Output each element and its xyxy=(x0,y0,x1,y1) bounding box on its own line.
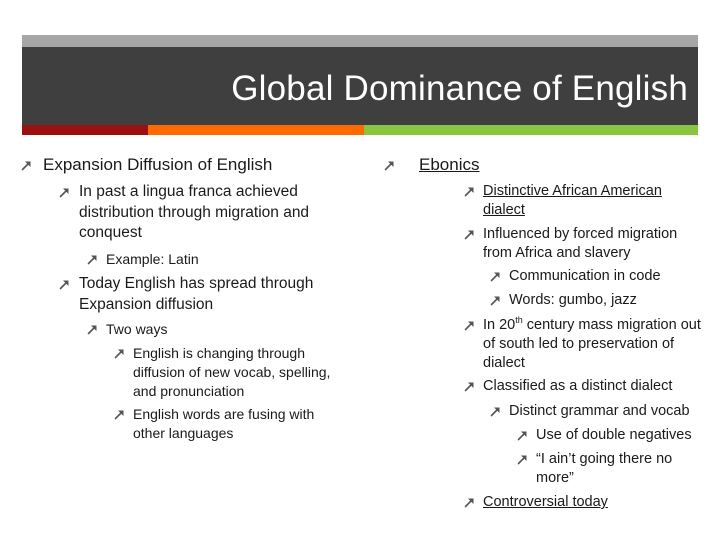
bullet-lingua-franca xyxy=(58,182,318,246)
bullet-words xyxy=(489,291,709,311)
bullet-influenced xyxy=(463,225,713,265)
bullet-text-link[interactable]: Controversial today xyxy=(483,494,608,510)
bullet-text: Expansion Diffusion of English xyxy=(43,155,273,174)
text-part: century mass migration out of south led to preservation of dialect xyxy=(483,317,701,371)
arrow-up-right-icon xyxy=(58,278,71,291)
arrow-up-right-icon xyxy=(463,319,476,332)
arrow-up-right-icon xyxy=(489,405,502,418)
arrow-up-right-icon xyxy=(516,429,529,442)
arrow-up-right-icon xyxy=(86,323,99,336)
bullet-ebonics xyxy=(383,155,533,177)
arrow-up-right-icon xyxy=(113,347,126,360)
bullet-text: Today English has spread through Expansion diffusion xyxy=(79,275,314,313)
slide-title: Global Dominance of English xyxy=(231,69,688,108)
bullet-expansion-diffusion xyxy=(20,155,320,177)
bullet-text-link[interactable]: Ebonics xyxy=(419,155,480,174)
bullet-text: Distinct grammar and vocab xyxy=(509,403,690,419)
accent-bar-red xyxy=(22,125,148,135)
bullet-text-link[interactable]: Distinctive African American dialect xyxy=(483,183,662,218)
bullet-text: Use of double negatives xyxy=(536,427,692,443)
bullet-today-english xyxy=(58,274,318,316)
superscript: th xyxy=(515,315,523,325)
bullet-distinct-grammar xyxy=(489,402,714,422)
bullet-controversial xyxy=(463,493,663,513)
text-part: In 20 xyxy=(483,317,516,333)
arrow-up-right-icon xyxy=(489,294,502,307)
bullet-text: Two ways xyxy=(106,321,168,337)
arrow-up-right-icon xyxy=(113,408,126,421)
bullet-text: In past a lingua franca achieved distribution through migration and conquest xyxy=(79,183,310,241)
bullet-text: Example: Latin xyxy=(106,251,199,267)
bullet-communication xyxy=(489,267,709,287)
bullet-double-negatives xyxy=(516,426,711,446)
bullet-english-fusing xyxy=(113,405,343,445)
bullet-20th-century xyxy=(463,316,713,376)
bullet-text: Words: gumbo, jazz xyxy=(509,292,637,308)
accent-bar-green xyxy=(364,125,698,135)
bullet-two-ways xyxy=(86,320,286,340)
bullet-text: “I ain’t going there no more” xyxy=(536,451,673,486)
bullet-classified xyxy=(463,377,713,397)
title-top-strip xyxy=(22,35,698,47)
bullet-text: Communication in code xyxy=(509,268,661,284)
bullet-english-changing xyxy=(113,344,343,404)
arrow-up-right-icon xyxy=(463,380,476,393)
bullet-example-latin xyxy=(86,250,286,270)
title-bar xyxy=(22,47,698,125)
arrow-up-right-icon xyxy=(58,186,71,199)
arrow-up-right-icon xyxy=(516,453,529,466)
arrow-up-right-icon xyxy=(463,496,476,509)
arrow-up-right-icon xyxy=(463,185,476,198)
arrow-up-right-icon xyxy=(20,159,33,172)
bullet-text: English is changing through diffusion of new vocab, spelling, and pronunciation xyxy=(133,345,331,399)
bullet-text: Influenced by forced migration from Africa and slavery xyxy=(483,226,678,261)
bullet-aint-going xyxy=(516,450,711,490)
arrow-up-right-icon xyxy=(383,159,396,172)
accent-bar-orange xyxy=(148,125,364,135)
arrow-up-right-icon xyxy=(86,253,99,266)
arrow-up-right-icon xyxy=(463,228,476,241)
bullet-text: English words are fusing with other languages xyxy=(133,406,315,441)
bullet-text: Classified as a distinct dialect xyxy=(483,378,673,394)
bullet-distinctive xyxy=(463,182,713,222)
bullet-text xyxy=(483,316,711,373)
arrow-up-right-icon xyxy=(489,270,502,283)
